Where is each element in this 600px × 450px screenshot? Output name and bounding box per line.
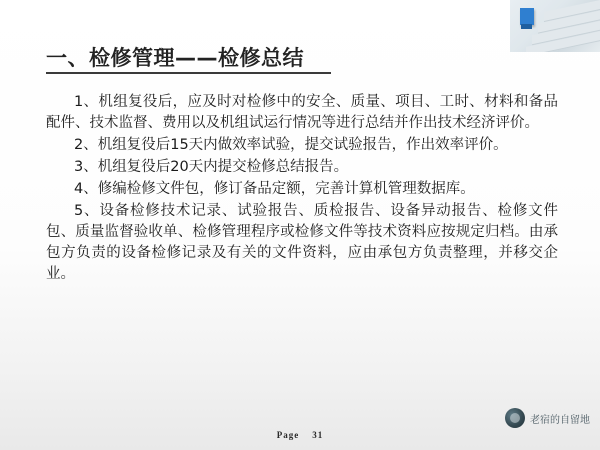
watermark-label: 老宿的自留地 (530, 414, 590, 426)
body-paragraph: 4、修编检修文件包，修订备品定额，完善计算机管理数据库。 (74, 181, 475, 197)
body-paragraph: 5、设备检修技术记录、试验报告、质检报告、设备异动报告、检修文件包、质量监督验收单、检修管理程序或检修文件等技术资料应按规定归档。由承包方负责的设备检修记录及有关的文件资料，应由承包方负责整理，并移交企业。 (46, 203, 558, 282)
page-number: 31 (312, 430, 324, 440)
photo-blue-shape (520, 8, 534, 25)
staircase-photo (510, 0, 600, 52)
photo-blue-shape-shadow (521, 24, 532, 29)
page-title: 一、检修管理——检修总结 (46, 46, 304, 70)
body-paragraph: 2、机组复役后15天内做效率试验，提交试验报告，作出效率评价。 (74, 137, 508, 153)
circle-avatar-icon (505, 408, 525, 428)
title-underline (46, 72, 331, 74)
body-paragraph: 3、机组复役后20天内提交检修总结报告。 (74, 159, 349, 175)
watermark (505, 408, 590, 428)
page-label: Page (276, 430, 300, 440)
body-content (46, 92, 558, 286)
body-paragraph: 1、机组复役后，应及时对检修中的安全、质量、项目、工时、材料和备品配件、技术监督、费用以及机组试运行情况等进行总结并作出技术经济评价。 (46, 94, 558, 131)
page-footer (0, 430, 600, 440)
